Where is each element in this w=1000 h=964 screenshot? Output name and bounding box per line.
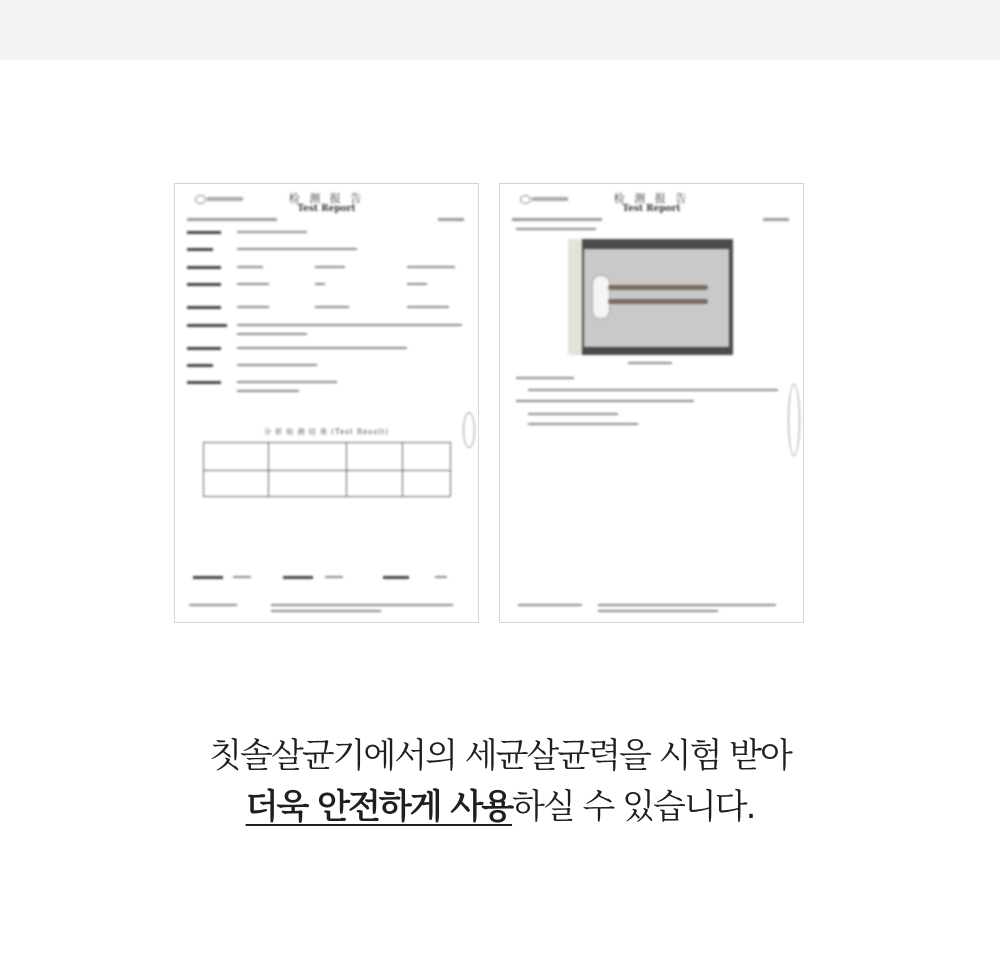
results-table bbox=[203, 442, 451, 497]
report-number-line bbox=[187, 218, 464, 222]
lab-stamp bbox=[788, 384, 800, 456]
test-report-page-1 bbox=[174, 183, 479, 623]
sample-photo bbox=[568, 239, 733, 355]
results-title: 分 析 检 测 结 果 (Test Result) bbox=[263, 428, 390, 436]
report-title-cn: 检 测 报 告 bbox=[613, 192, 690, 205]
test-report-page-2 bbox=[499, 183, 804, 623]
caption-rest: 하실 수 있습니다. bbox=[512, 787, 755, 827]
caption-emphasis: 더욱 안전하게 사용 bbox=[245, 787, 513, 827]
top-bar bbox=[0, 0, 1000, 60]
report-title-en: Test Report bbox=[622, 204, 681, 214]
report-title-en: Test Report bbox=[297, 204, 356, 214]
caption-line-2 bbox=[0, 779, 1000, 828]
report-title-cn: 检 测 报 告 bbox=[288, 192, 365, 205]
lab-stamp bbox=[463, 412, 475, 448]
report-number-line bbox=[512, 218, 789, 222]
caption-line-1: 칫솔살균기에서의 세균살균력을 시험 받아 bbox=[209, 736, 791, 776]
